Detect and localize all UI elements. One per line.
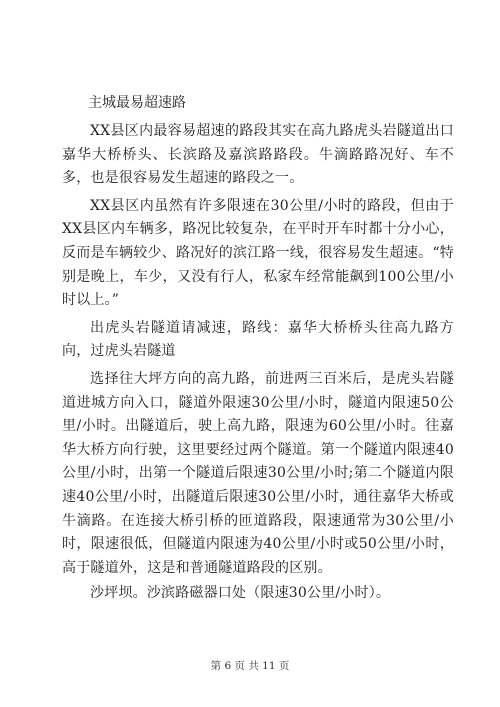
section-heading: 主城最易超速路 [88, 95, 186, 111]
document-body [62, 90, 454, 606]
page-footer: 第 6 页 共 11 页 [210, 660, 290, 672]
paragraph-5: 沙坪坝。沙滨路磁器口处（限速30公里/小时）。 [90, 585, 391, 602]
paragraph-4: 选择往大坪方向的高九路，前进两三百米后，是虎头岩隧道进城方向入口，隧道外限速30公里/小时，隧道内限速50公里/小时。出隧道后，驶上高九路，限速为60公里/小时。往嘉华大桥方向行驶，这里要经过两个隧道。第一个隧道内限速40公里/小时，出第一个隧道后限速30公里/小时;第二个隧道内限速40公里/小时，出隧道后限速30公里/小时，通往嘉华大桥或牛滴路。在连接大桥引桥的匝道路段，限速通常为30公里/小时，限速很低，但隧道内限速为40公里/小时或50公里/小时，高于隧道外，这是和普通隧道路段的区别。 [62, 370, 454, 576]
paragraph-3: 出虎头岩隧道请减速，路线：嘉华大桥桥头往高九路方向，过虎头岩隧道 [62, 319, 454, 360]
paragraph-2: XX县区内虽然有许多限速在30公里/小时的路段，但由于XX县区内车辆多，路况比较复杂，在平时开车时都十分小心，反而是车辆较少、路况好的滨江路一线，很容易发生超速。“特别是晚上，车少，又没有行人，私家车经常能飙到100公里/小时以上。” [62, 197, 454, 309]
paragraph-1: XX县区内最容易超速的路段其实在高九路虎头岩隧道出口嘉华大桥桥头、长滨路及嘉滨路路段。牛滴路路况好、车不多，也是很容易发生超速的路段之一。 [62, 123, 454, 187]
